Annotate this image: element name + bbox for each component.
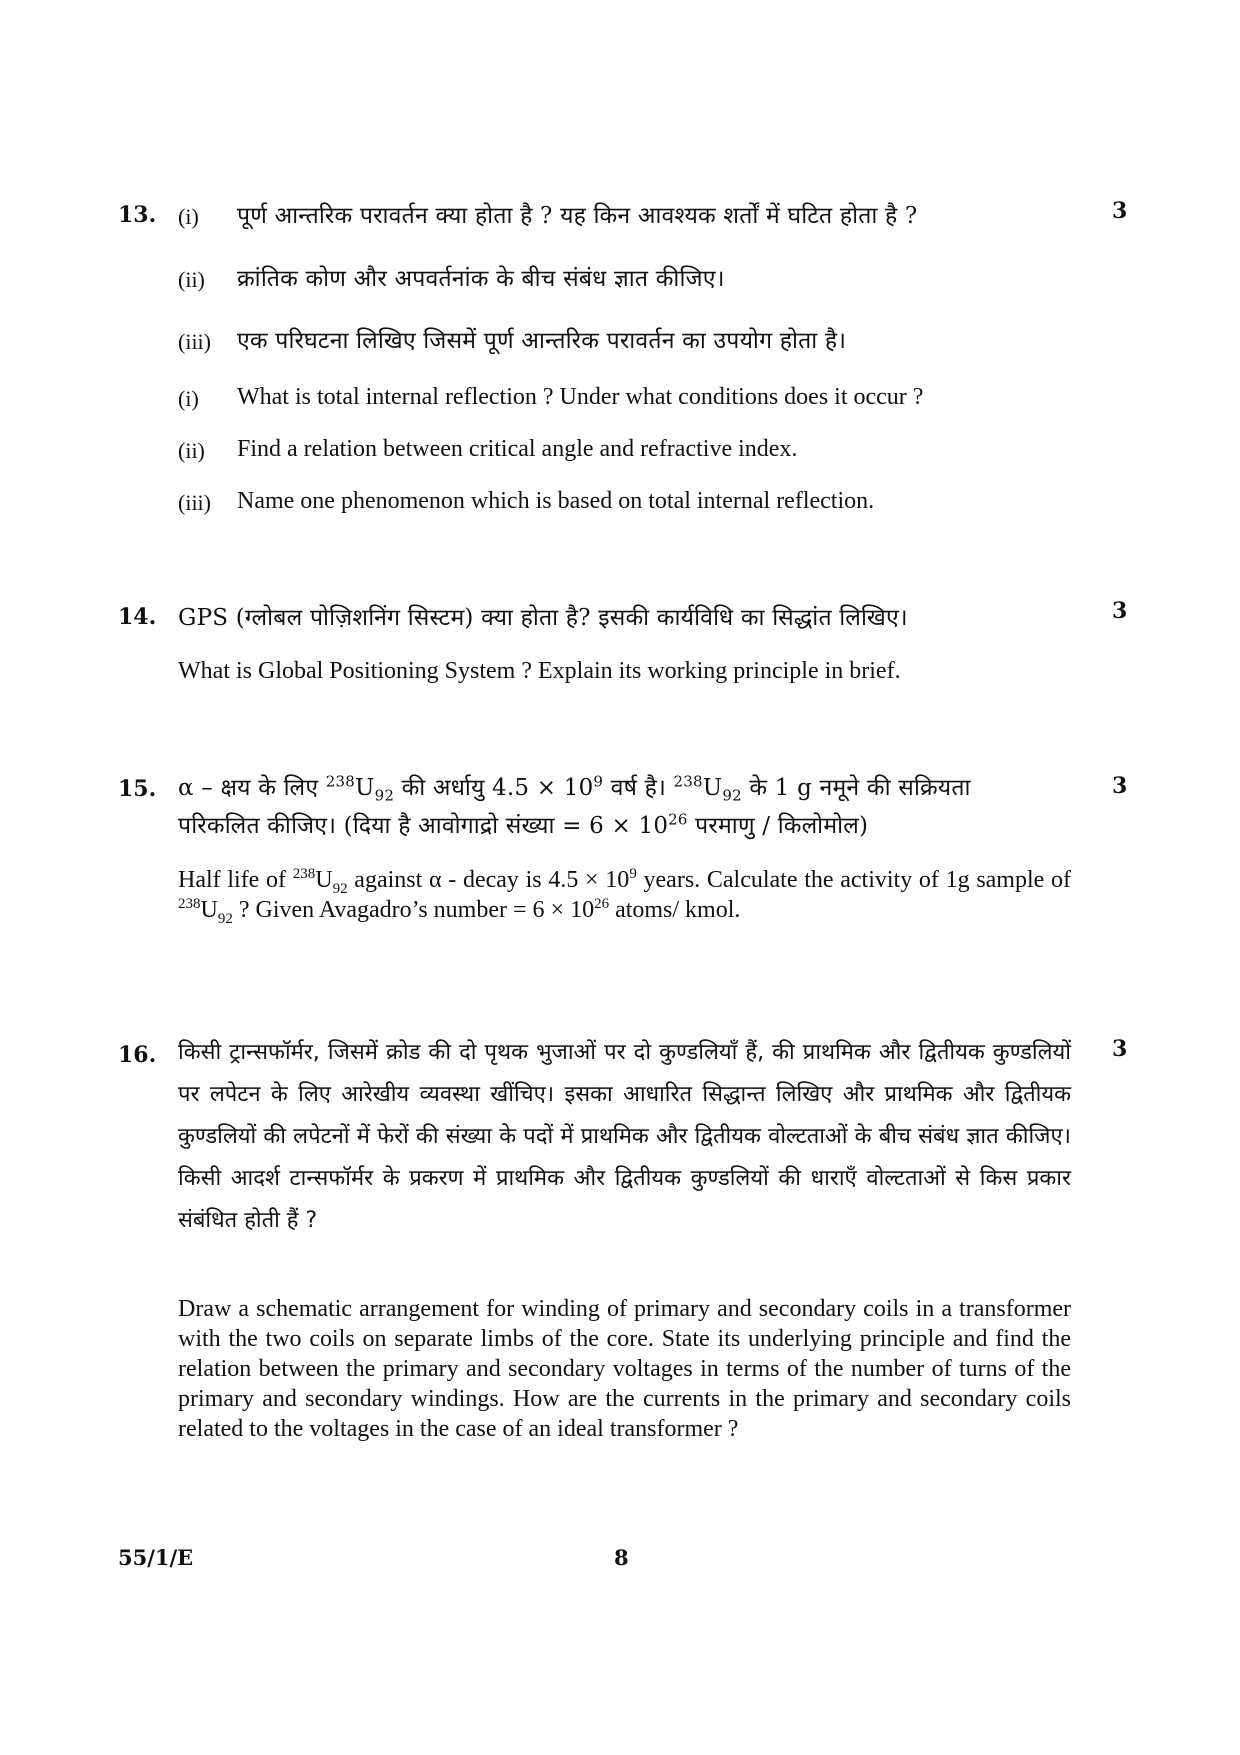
question-text-english: Draw a schematic arrangement for winding of primary and secondary coils in a transformer with the two coils on separate limbs of the core. State its underlying principle and find the relation between the primary and secondary voltages in terms of the number of turns of the primary and secondary windings. How are the currents in the primary and secondary coils related to the voltages in the case of an ideal transformer ? bbox=[178, 1296, 1071, 1442]
text-run: against α - decay is 4.5 × 10 bbox=[347, 867, 630, 893]
element-symbol: U bbox=[702, 775, 723, 801]
part-label: (ii) bbox=[178, 438, 205, 463]
element-symbol: U bbox=[315, 867, 333, 893]
mass-number: 238 bbox=[325, 772, 355, 791]
part-label: (iii) bbox=[178, 329, 211, 354]
paper-code: 55/1/E bbox=[118, 1545, 194, 1570]
text-run: वर्ष है। bbox=[603, 775, 674, 801]
marks: 3 bbox=[1112, 598, 1128, 624]
element-symbol: U bbox=[355, 775, 375, 801]
mass-number: 238 bbox=[292, 866, 316, 882]
question-number: 15. bbox=[118, 776, 157, 802]
question-number: 13. bbox=[118, 202, 157, 228]
atomic-number: 92 bbox=[374, 786, 395, 805]
text-run: atoms/ kmol. bbox=[609, 897, 741, 923]
part-text-hindi: क्रांतिक कोण और अपवर्तनांक के बीच संबंध ज्ञात कीजिए। bbox=[237, 266, 725, 292]
marks: 3 bbox=[1112, 1036, 1128, 1062]
part-label: (i) bbox=[178, 386, 199, 411]
text-run: के 1 g नमूने की सक्रियता bbox=[741, 775, 971, 801]
part-text-hindi: एक परिघटना लिखिए जिसमें पूर्ण आन्तरिक परावर्तन का उपयोग होता है। bbox=[237, 328, 847, 354]
text-run: α – क्षय के लिए bbox=[178, 775, 326, 801]
text-run: years. Calculate the activity of 1g sample of bbox=[636, 867, 1071, 893]
part-text-hindi: पूर्ण आन्तरिक परावर्तन क्या होता है ? यह किन आवश्यक शर्तों में घटित होता है ? bbox=[237, 203, 918, 229]
part-text-english: Name one phenomenon which is based on total internal reflection. bbox=[237, 488, 875, 514]
marks: 3 bbox=[1112, 198, 1128, 224]
text-run: ? Given Avagadro’s number = 6 × 10 bbox=[232, 897, 595, 923]
text-run: परिकलित कीजिए। (दिया है आवोगाद्रो संख्या = 6 × 10 bbox=[178, 813, 669, 839]
part-text-english: What is total internal reflection ? Under what conditions does it occur ? bbox=[237, 384, 924, 410]
atomic-number: 92 bbox=[332, 880, 348, 897]
part-text-english: Find a relation between critical angle and refractive index. bbox=[237, 436, 798, 462]
mass-number: 238 bbox=[178, 896, 201, 912]
exponent: 9 bbox=[629, 866, 637, 882]
exponent: 9 bbox=[593, 772, 604, 791]
question-text-hindi-line2 bbox=[178, 808, 868, 840]
part-label: (iii) bbox=[178, 490, 211, 515]
question-text-english bbox=[178, 865, 1071, 925]
element-symbol: U bbox=[200, 897, 218, 923]
question-text-hindi: किसी ट्रान्सफॉर्मर, जिसमें क्रोड की दो पृथक भुजाओं पर दो कुण्डलियाँ हैं, की प्राथमिक और द्वितीयक कुण्डलियों पर लपेटन के लिए आरेखीय व्यवस्था खींचिए। इसका आधारित सिद्धान्त लिखिए और प्राथमिक और द्वितीयक कुण्डलियों की लपेटनों में फेरों की संख्या के पदों में प्राथमिक और द्वितीयक वोल्टताओं के बीच संबंध ज्ञात कीजिए। किसी आदर्श टान्सफॉर्मर के प्रकरण में प्राथमिक और द्वितीयक कुण्डलियों की धाराएँ वोल्टताओं से किस प्रकार संबंधित होती हैं ? bbox=[178, 1040, 1071, 1233]
mass-number: 238 bbox=[673, 772, 703, 791]
text-run: परमाणु / किलोमोल) bbox=[687, 813, 869, 839]
question-text-english: What is Global Positioning System ? Explain its working principle in brief. bbox=[178, 658, 901, 684]
text-run: की अर्धायु 4.5 × 10 bbox=[394, 775, 594, 801]
atomic-number: 92 bbox=[722, 786, 742, 805]
question-number: 16. bbox=[118, 1042, 157, 1068]
marks: 3 bbox=[1112, 773, 1128, 799]
part-label: (i) bbox=[178, 204, 199, 229]
exponent: 26 bbox=[668, 810, 688, 829]
atomic-number: 92 bbox=[217, 910, 233, 927]
part-label: (ii) bbox=[178, 267, 205, 292]
page-number: 8 bbox=[614, 1545, 629, 1570]
exponent: 26 bbox=[594, 896, 610, 912]
question-number: 14. bbox=[118, 604, 157, 630]
text-run: Half life of bbox=[178, 867, 293, 893]
question-text-hindi: GPS (ग्लोबल पोज़िशनिंग सिस्टम) क्या होता है? इसकी कार्यविधि का सिद्धांत लिखिए। bbox=[178, 605, 908, 631]
question-text-hindi-line1 bbox=[178, 770, 971, 805]
